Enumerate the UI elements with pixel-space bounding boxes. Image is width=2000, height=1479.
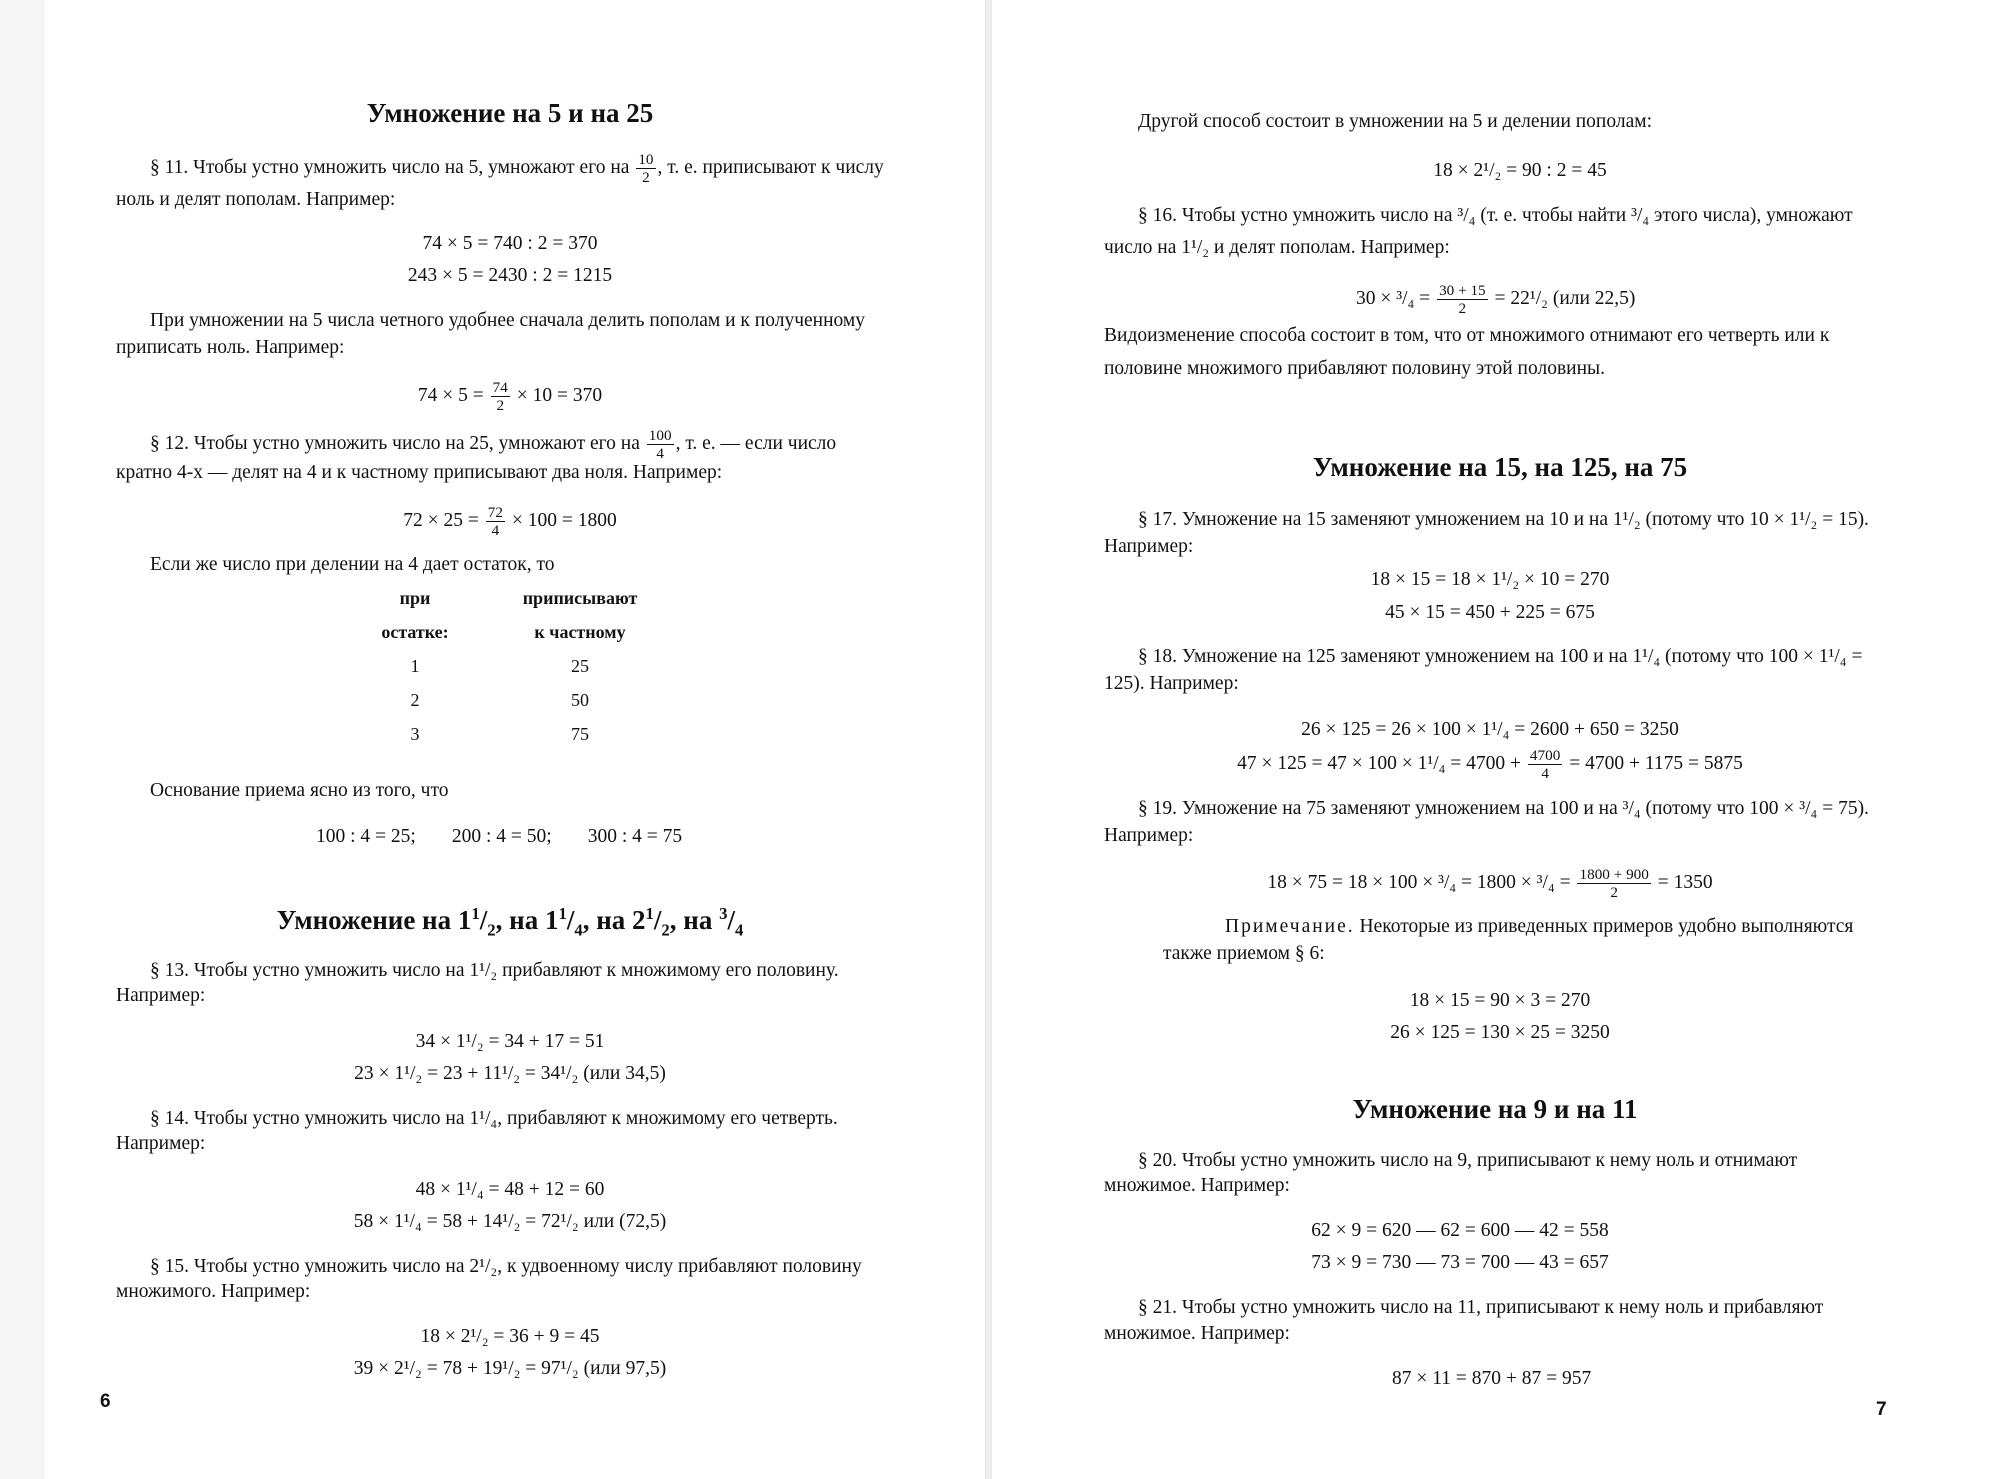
paragraph-20-cont: множимое. Например: — [1104, 1175, 1290, 1196]
equation: 18 × 15 = 90 × 3 = 270 — [1409, 990, 1591, 1011]
paragraph-11-cont: ноль и делят пополам. Например: — [116, 189, 396, 210]
paragraph-12: § 12. Чтобы устно умножить число на 25, умножают его на $\frac{100}{4}$ , т. е. — если число — [150, 427, 837, 463]
table-cell: 2 — [410, 690, 420, 710]
table-cell: 1 — [410, 656, 420, 676]
paragraph-18-cont: 125). Например: — [1104, 673, 1239, 694]
equation: 18 × 2¹/₂ = 90 : 2 = 45 — [1433, 160, 1607, 181]
fraction-10-2: $\frac{10}{2}$ — [638, 151, 654, 187]
paragraph-11: § 11. Чтобы устно умножить число на 5, умножают его на $\frac{10}{2}$ , т. е. приписывают к числу — [150, 151, 884, 187]
equation: 74 × 5 = $\frac{74}{2}$ × 10 = 370 — [417, 379, 603, 415]
equation-basis: 100 : 4 = 25; 200 : 4 = 50; 300 : 4 = 75 — [316, 826, 683, 847]
remainder-table: при остатке: 1 2 3 приписывают к частному 25 50 75 — [360, 585, 660, 755]
equation: 58 × 1¹/₄ = 58 + 14¹/₂ = 72¹/₂ или (72,5) — [353, 1211, 667, 1232]
paragraph-13: § 13. Чтобы устно умножить число на 1¹/₂ прибавляют к множимому его половину. — [150, 960, 839, 981]
paragraph-15: § 15. Чтобы устно умножить число на 2¹/₂, к удвоенному числу прибавляют половину — [150, 1256, 862, 1277]
paragraph-18: § 18. Умножение на 125 заменяют умножением на 100 и на 1¹/₄ (потому что 100 × 1¹/₄ = — [1138, 646, 1863, 667]
equation: 72 × 25 = $\frac{72}{4}$ × 100 = 1800 — [403, 504, 617, 540]
section-title-15-125-75: Умножение на 15, на 125, на 75 — [1312, 452, 1688, 482]
equation: 26 × 125 = 26 × 100 × 1¹/₄ = 2600 + 650 = 3250 — [1301, 719, 1679, 740]
equation: 18 × 75 = 18 × 100 × ³/₄ = 1800 × ³/₄ = $\frac{1800 + 900}{2}$ = 1350 — [1267, 866, 1713, 902]
table-cell: 75 — [571, 724, 589, 744]
section-title-9-11: Умножение на 9 и на 11 — [1352, 1094, 1638, 1124]
equation: 30 × ³/₄ = $\frac{30 + 15}{2}$ = 22¹/₂ (или 22,5) — [1356, 282, 1636, 318]
equation: 39 × 2¹/₂ = 78 + 19¹/₂ = 97¹/₂ (или 97,5) — [353, 1358, 667, 1379]
paragraph-16-cont: число на 1¹/₂ и делят пополам. Например: — [1104, 237, 1450, 258]
paragraph-19: § 19. Умножение на 75 заменяют умножением на 100 и на ³/₄ (потому что 100 × ³/₄ = 75). — [1138, 798, 1869, 819]
equation: 18 × 15 = 18 × 1¹/₂ × 10 = 270 — [1370, 569, 1610, 590]
paragraph-basis: Основание приема ясно из того, что — [150, 780, 449, 801]
equation: 48 × 1¹/₄ = 48 + 12 = 60 — [415, 1179, 605, 1200]
equation: 47 × 125 = 47 × 100 × 1¹/₄ = 4700 + $\frac{4700}{4}$ = 4700 + 1175 = 5875 — [1237, 747, 1743, 783]
paragraph-19-cont: Например: — [1104, 825, 1194, 846]
equation: 87 × 11 = 870 + 87 = 957 — [1392, 1368, 1592, 1389]
paragraph-14-cont: Например: — [116, 1133, 206, 1154]
page-number-right: 7 — [1876, 1399, 1887, 1420]
table-cell: 25 — [571, 656, 589, 676]
table-cell: 50 — [571, 690, 589, 710]
page-number-left: 6 — [100, 1391, 111, 1412]
equation: 73 × 9 = 730 — 73 = 700 — 43 = 657 — [1311, 1252, 1609, 1273]
note-paragraph-cont: также приемом § 6: — [1163, 943, 1325, 964]
paragraph-other-method: Другой способ состоит в умножении на 5 и делении пополам: — [1138, 111, 1653, 132]
paragraph-21-cont: множимое. Например: — [1104, 1323, 1290, 1344]
equation: 62 × 9 = 620 — 62 = 600 — 42 = 558 — [1311, 1220, 1609, 1241]
paragraph-even-cont: приписать ноль. Например: — [116, 337, 345, 358]
paragraph-17: § 17. Умножение на 15 заменяют умножением на 10 и на 1¹/₂ (потому что 10 × 1¹/₂ = 15). — [1138, 509, 1869, 530]
table-cell: 3 — [410, 724, 420, 744]
section-title-fractions: Умножение на $1^1/_2$, на $1^1/_4$, на $2^1/_2$, на $^3/_4$ — [276, 904, 744, 940]
paragraph-modification-cont: половине множимого прибавляют половину этой половины. — [1104, 358, 1606, 379]
equation: 74 × 5 = 740 : 2 = 370 — [422, 233, 598, 254]
paragraph-12-cont: кратно 4-х — делят на 4 и к частному приписывают два ноля. Например: — [116, 462, 723, 483]
note-label: Примечание. — [1225, 916, 1355, 937]
paragraph-14: § 14. Чтобы устно умножить число на 1¹/₄, прибавляют к множимому его четверть. — [150, 1108, 838, 1129]
equation: 34 × 1¹/₂ = 34 + 17 = 51 — [415, 1031, 605, 1052]
paragraph-15-cont: множимого. Например: — [116, 1281, 311, 1302]
paragraph-21: § 21. Чтобы устно умножить число на 11, приписывают к нему ноль и прибавляют — [1138, 1297, 1824, 1318]
equation: 45 × 15 = 450 + 225 = 675 — [1385, 602, 1595, 623]
paragraph-even: При умножении на 5 числа четного удобнее сначала делить пополам и к полученному — [150, 310, 865, 331]
note-paragraph: Примечание. Некоторые из приведенных примеров удобно выполняются — [1225, 916, 1854, 937]
paragraph-17-cont: Например: — [1104, 536, 1194, 557]
equation: 26 × 125 = 130 × 25 = 3250 — [1390, 1022, 1610, 1043]
equation: 243 × 5 = 2430 : 2 = 1215 — [407, 265, 613, 286]
equation: 18 × 2¹/₂ = 36 + 9 = 45 — [420, 1326, 600, 1347]
equation: 23 × 1¹/₂ = 23 + 11¹/₂ = 34¹/₂ (или 34,5) — [354, 1063, 666, 1084]
paragraph-16: § 16. Чтобы устно умножить число на ³/₄ (т. е. чтобы найти ³/₄ этого числа), умножают — [1138, 205, 1853, 226]
paragraph-modification: Видоизменение способа состоит в том, что от множимого отнимают его четверть или к — [1104, 325, 1830, 346]
section-title-5-25: Умножение на 5 и на 25 — [366, 98, 654, 128]
book-gutter — [985, 0, 992, 1479]
paragraph-remainder: Если же число при делении на 4 дает остаток, то — [150, 554, 555, 575]
paragraph-13-cont: Например: — [116, 985, 206, 1006]
paragraph-20: § 20. Чтобы устно умножить число на 9, приписывают к нему ноль и отнимают — [1138, 1150, 1798, 1171]
